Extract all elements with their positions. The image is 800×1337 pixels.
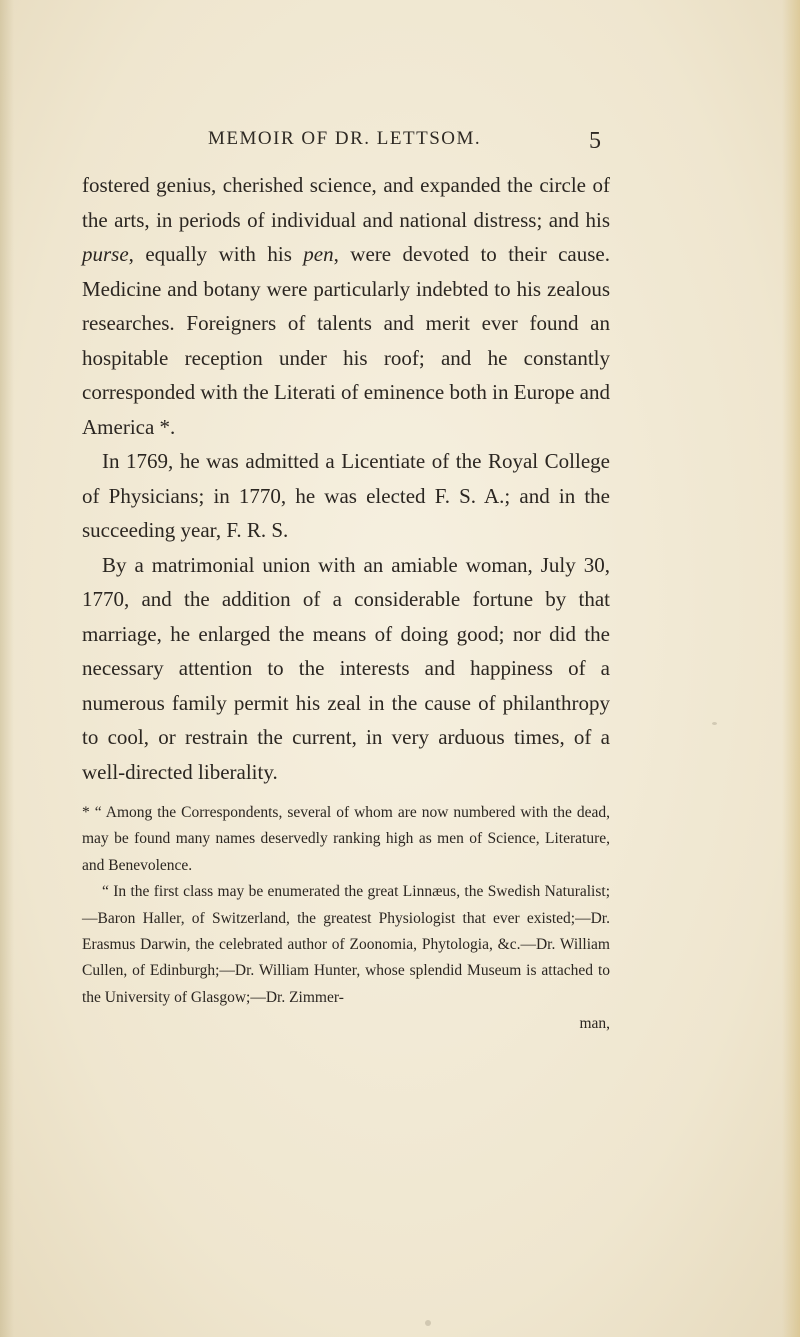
paragraph-1-text-c: , were devoted to their cause. Medicine and botany were particularly indebted to his zealous researches. Foreigners of talents and merit ever found an hospitable reception under his roof; and he constantly corresponded with the Literati of eminence both in Europe and America *. (82, 242, 610, 439)
page-header (0, 128, 800, 164)
paragraph-2: In 1769, he was admitted a Licentiate of the Royal College of Physicians; in 1770, he was elected F. S. A.; and in the succeeding year, F. R. S. (82, 449, 610, 542)
italic-purse: purse (82, 242, 129, 266)
paragraph-1-text-a: fostered genius, cherished science, and expanded the circle of the arts, in periods of individual and national distress; and his (82, 173, 610, 232)
footnote-para-2: “ In the first class may be enumerated the great Linnæus, the Swedish Naturalist;—Baron Haller, of Switzerland, the greatest Physiologist that ever existed;—Dr. Erasmus Darwin, the celebrated author of Zoonomia, Phytologia, &c.—Dr. William Cullen, of Edinburgh;—Dr. William Hunter, whose splendid Museum is attached to the University of Glasgow;—Dr. Zimmer- (82, 883, 610, 1006)
footnote (82, 800, 610, 1038)
paragraph-3: By a matrimonial union with an amiable woman, July 30, 1770, and the addition of a considerable fortune by that marriage, he enlarged the means of doing good; nor did the necessary attention to the interests and happiness of a numerous family permit his zeal in the cause of philanthropy to cool, or restrain the current, in very arduous times, of a well-directed liberality. (82, 552, 610, 784)
ink-spot (712, 722, 717, 725)
page-right-edge (782, 0, 800, 1337)
italic-pen: pen (303, 242, 334, 266)
running-head: MEMOIR OF DR. LETTSOM. (208, 128, 482, 149)
ink-spot (425, 1320, 431, 1326)
paragraph-1 (82, 168, 610, 444)
page-number: 5 (589, 128, 601, 154)
page-left-edge (0, 0, 14, 1337)
footnote-para-1: * “ Among the Correspondents, several of whom are now numbered with the dead, may be found many names deservedly ranking high as men of Science, Literature, and Benevolence. (82, 804, 610, 874)
paragraph-1-text-b: , equally with his (128, 242, 304, 266)
main-text (82, 168, 610, 789)
catchword: man, (579, 1015, 610, 1033)
